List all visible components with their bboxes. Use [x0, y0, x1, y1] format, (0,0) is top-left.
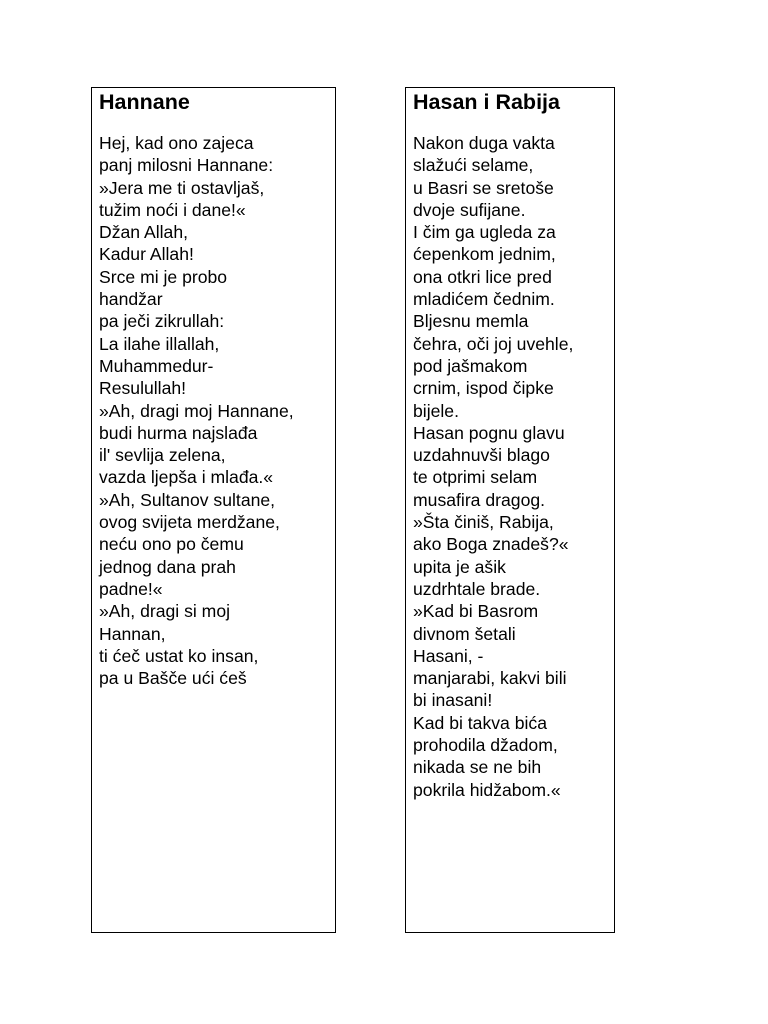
- poem-title: Hannane: [99, 90, 190, 114]
- poem-line: Hasan pognu glavu: [413, 422, 565, 443]
- poem-line: Džan Allah,: [99, 222, 188, 243]
- poem-text: [99, 132, 294, 689]
- poem-card-hasan-i-rabija: [405, 87, 615, 933]
- poem-line: La ilahe illallah,: [99, 333, 220, 354]
- poem-line: divnom šetali: [413, 623, 516, 644]
- poem-line: u Basri se sretoše: [413, 177, 554, 198]
- poem-line: pa u Bašče ući ćeš: [99, 668, 247, 689]
- poem-line: upita je ašik: [413, 556, 506, 577]
- poem-line: »Kad bi Basrom: [413, 601, 539, 622]
- poem-line: Hej, kad ono zajeca: [99, 133, 254, 153]
- poem-line: »Ah, dragi si moj: [99, 601, 231, 622]
- poem-line: Bljesnu memla: [413, 311, 529, 332]
- poem-line: bijele.: [413, 400, 459, 421]
- poem-title: Hasan i Rabija: [413, 90, 560, 114]
- poem-text: [413, 132, 573, 801]
- poem-line: manjarabi, kakvi bili: [413, 668, 567, 689]
- poem-line: prohodila džadom,: [413, 735, 558, 756]
- poem-line: Kad bi takva bića: [413, 712, 547, 733]
- poem-line: mladićem čednim.: [413, 289, 555, 310]
- poem-line: Srce mi je probo: [99, 266, 228, 287]
- poem-line: Hasani, -: [413, 645, 484, 666]
- poem-line: I čim ga ugleda za: [413, 222, 556, 243]
- poem-line: tužim noći i dane!«: [99, 199, 246, 220]
- poem-line: Resulullah!: [99, 378, 187, 399]
- poem-line: panj milosni Hannane:: [99, 155, 274, 176]
- poem-line: neću ono po čemu: [99, 534, 244, 555]
- poem-line: budi hurma najslađa: [99, 422, 258, 443]
- poem-line: Nakon duga vakta: [413, 133, 555, 153]
- poem-line: ti ćeč ustat ko insan,: [99, 645, 259, 666]
- poem-line: bi inasani!: [413, 690, 493, 711]
- poem-card-hannane: [91, 87, 336, 933]
- poem-line: te otprimi selam: [413, 467, 538, 488]
- poem-line: padne!«: [99, 578, 163, 599]
- poem-line: jednog dana prah: [99, 556, 236, 577]
- poem-line: »Jera me ti ostavljaš,: [99, 177, 265, 198]
- poem-line: »Ah, Sultanov sultane,: [99, 489, 276, 510]
- poem-line: slažući selame,: [413, 155, 534, 176]
- poem-line: il' sevlija zelena,: [99, 445, 226, 466]
- poem-line: ćepenkom jednim,: [413, 244, 556, 265]
- poem-line: uzdahnuvši blago: [413, 445, 550, 466]
- poem-line: musafira dragog.: [413, 489, 546, 510]
- poem-line: pa ječi zikrullah:: [99, 311, 225, 332]
- poem-line: Hannan,: [99, 623, 166, 644]
- poem-line: vazda ljepša i mlađa.«: [99, 467, 274, 488]
- poem-line: čehra, oči joj uvehle,: [413, 333, 574, 354]
- poem-line: »Šta činiš, Rabija,: [413, 512, 554, 533]
- poem-line: pokrila hidžabom.«: [413, 779, 561, 800]
- poem-line: handžar: [99, 289, 163, 310]
- poem-line: »Ah, dragi moj Hannane,: [99, 400, 294, 421]
- poem-line: ovog svijeta merdžane,: [99, 512, 280, 533]
- poem-line: Kadur Allah!: [99, 244, 194, 265]
- poem-line: dvoje sufijane.: [413, 199, 526, 220]
- poem-line: ako Boga znadeš?«: [413, 534, 569, 555]
- poem-line: uzdrhtale brade.: [413, 578, 541, 599]
- poem-line: pod jašmakom: [413, 355, 528, 376]
- poem-line: Muhammedur-: [99, 355, 214, 376]
- poem-line: nikada se ne bih: [413, 757, 542, 778]
- poem-line: ona otkri lice pred: [413, 266, 552, 287]
- poem-line: crnim, ispod čipke: [413, 378, 554, 399]
